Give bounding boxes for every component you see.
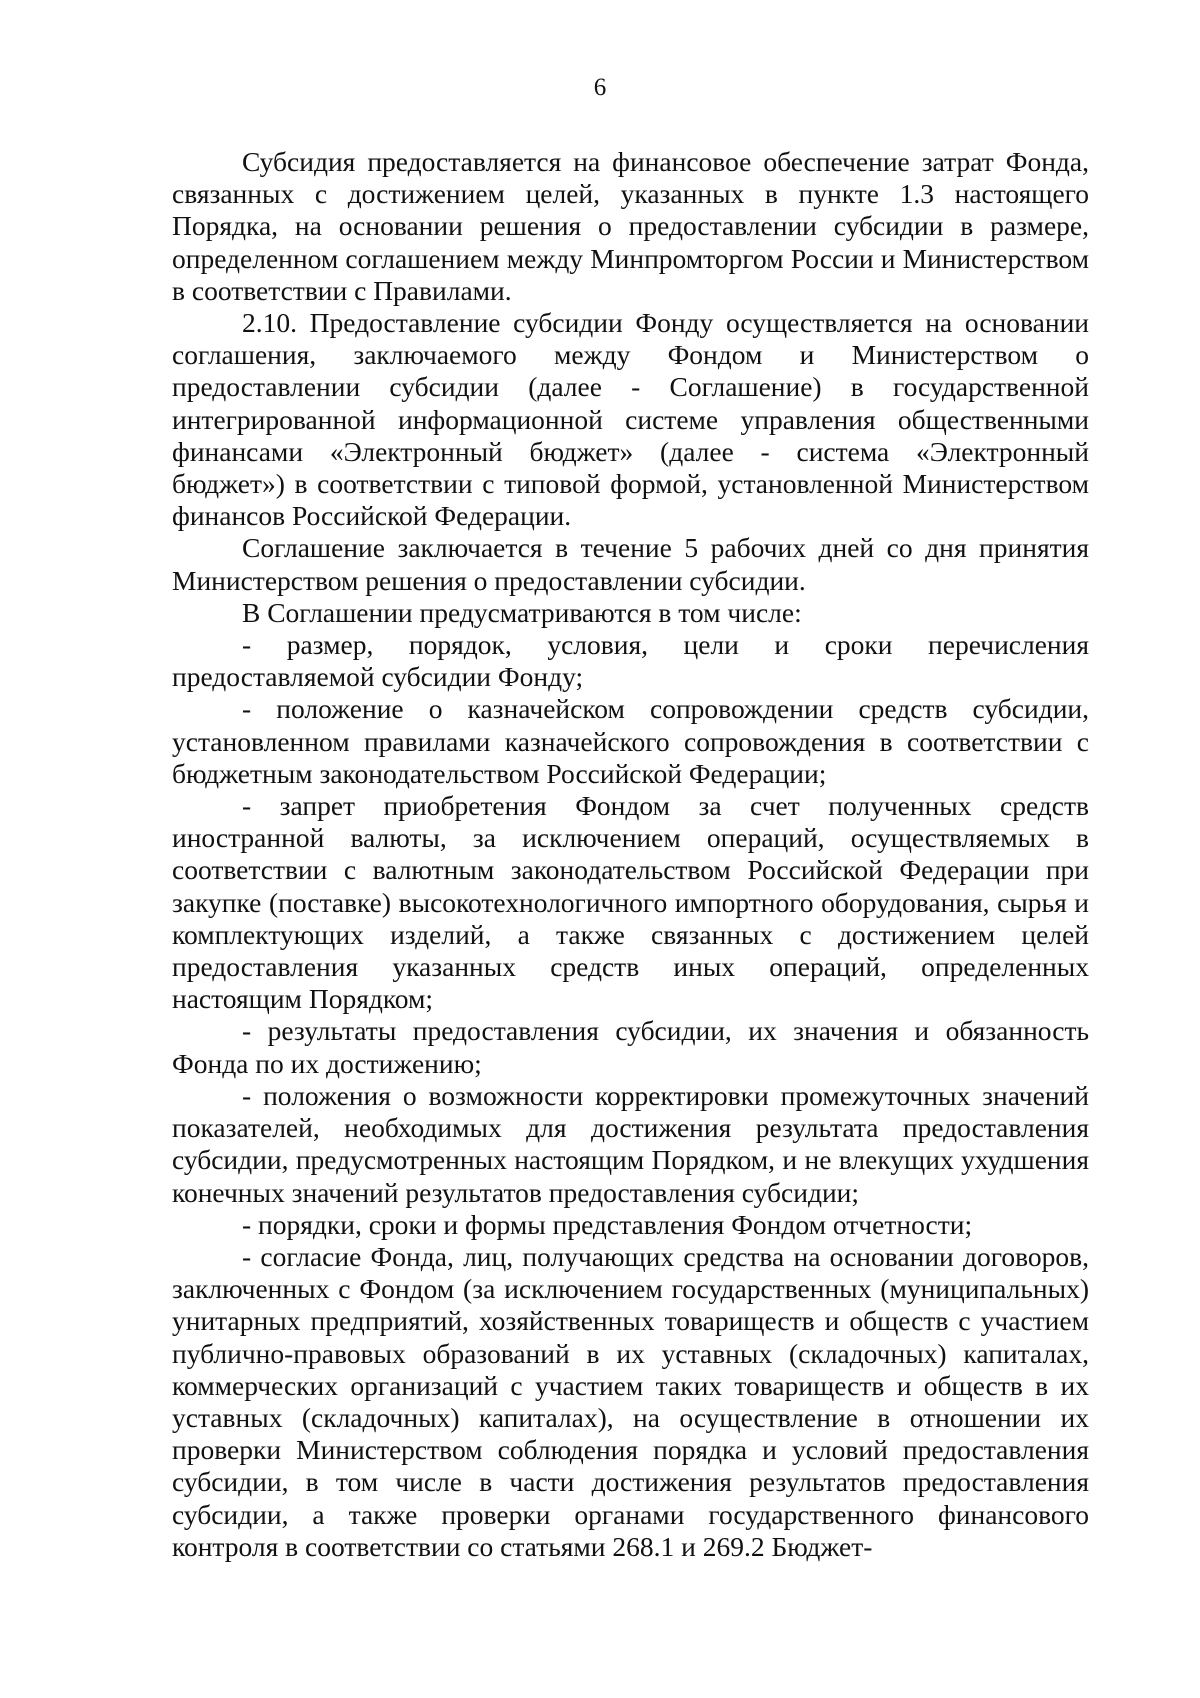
paragraph-agreement-term: Соглашение заключается в течение 5 рабочих дней со дня принятия Министерством решения о предоставлении субсидии.	[172, 532, 1089, 596]
list-item-results: - результаты предоставления субсидии, их значения и обязанность Фонда по их достижению;	[172, 1015, 1089, 1079]
page-number: 6	[593, 74, 607, 101]
list-item-reporting: - порядки, сроки и формы представления Фондом отчетности;	[242, 1208, 973, 1240]
list-item-treasury-support: - положение о казначейском сопровождении средств субсидии, установленном правилами казначейского сопровождения в соответствии с бюджетным законодательством Российской Федерации;	[172, 693, 1089, 789]
paragraph-subsidy-purpose: Субсидия предоставляется на финансовое обеспечение затрат Фонда, связанных с достижением целей, указанных в пункте 1.3 настоящего Порядка, на основании решения о предоставлении субсидии в размере, определенном соглашением между Минпромторгом России и Министерством в соответствии с Правилами.	[172, 146, 1089, 306]
document-body	[172, 146, 1089, 1563]
list-item-currency-ban: - запрет приобретения Фондом за счет полученных средств иностранной валюты, за исключением операций, осуществляемых в соответствии с валютным законодательством Российской Федерации при закупке (поставке) высокотехнологичного импортного оборудования, сырья и комплектующих изделий, а также связанных с достижением целей предоставления указанных средств иных операций, определенных настоящим Порядком;	[172, 790, 1089, 1015]
paragraph-agreement-contents-intro: В Соглашении предусматриваются в том числе:	[242, 596, 802, 628]
list-item-consent-to-audit: - согласие Фонда, лиц, получающих средства на основании договоров, заключенных с Фондом (за исключением государственных (муниципальных) унитарных предприятий, хозяйственных товариществ и обществ с участием публично-правовых образований в их уставных (складочных) капиталах, коммерческих организаций с участием таких товариществ и обществ в их уставных (складочных) капиталах), на осуществление в отношении их проверки Министерством соблюдения порядка и условий предоставления субсидии, в том числе в части достижения результатов предоставления субсидии, а также проверки органами государственного финансового контроля в соответствии со статьями 268.1 и 269.2 Бюджет-	[172, 1240, 1089, 1562]
list-item-amount-terms: - размер, порядок, условия, цели и сроки перечисления предоставляемой субсидии Фонду;	[172, 629, 1089, 693]
paragraph-2-10-agreement: 2.10. Предоставление субсидии Фонду осуществляется на основании соглашения, заключаемого между Фондом и Министерством о предоставлении субсидии (далее - Соглашение) в государственной интегрированной информационной системе управления общественными финансами «Электронный бюджет» (далее - система «Электронный бюджет») в соответствии с типовой формой, установленной Министерством финансов Российской Федерации.	[172, 307, 1089, 532]
list-item-indicator-adjustment: - положения о возможности корректировки промежуточных значений показателей, необходимых для достижения результата предоставления субсидии, предусмотренных настоящим Порядком, и не влекущих ухудшения конечных значений результатов предоставления субсидии;	[172, 1079, 1089, 1208]
